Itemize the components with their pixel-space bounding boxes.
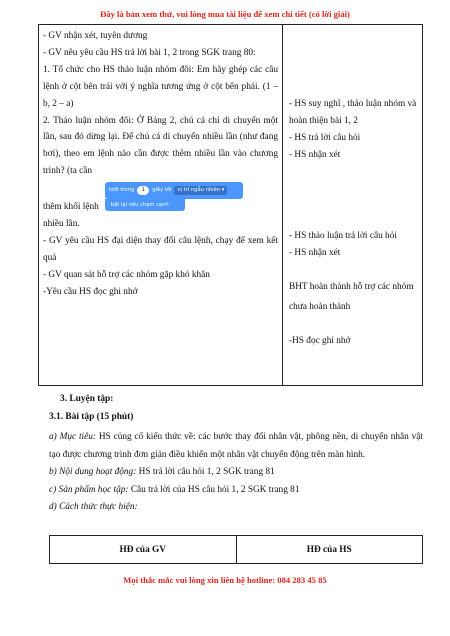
section-3-1-heading: 3.1. Bài tập (15 phút): [49, 412, 134, 422]
left-line: - GV quan sát hỗ trợ các nhóm gặp khó khăn: [43, 269, 210, 280]
objective-b-label: b) Nội dung hoạt động:: [49, 467, 137, 478]
student-activity-cell: [283, 25, 423, 386]
right-line: - HS trả lời câu hỏi: [289, 132, 361, 143]
right-line: - HS nhận xét: [289, 149, 341, 160]
left-line: - GV nhận xét, tuyên dương: [43, 31, 148, 41]
sb-part1: lướt trong: [108, 187, 135, 194]
objective-a-text: HS củng cố kiến thức về: các bước thay đổi nhân vật, phông nền, di chuyển nhân vật tạo được chương trình đơn giản điều khiển một nhân vật chuyển động trên màn hình.: [49, 432, 423, 460]
objective-d: [49, 499, 423, 517]
objective-a-label: a) Mục tiêu:: [49, 432, 96, 442]
left-line: 1. Tổ chức cho HS thảo luận nhóm đôi: Em hãy ghép các câu lệnh ở cột bên trái với ý nghĩa tương ứng ở cột bên phải. (1 – b, 2 – a): [43, 64, 278, 109]
hotline-footer: Mọi thắc mắc vui lòng xin liên hệ hotline: 084 283 45 85: [123, 575, 327, 585]
objective-b: [49, 464, 423, 482]
sb-dropdown: vị trí ngẫu nhiên ▾: [174, 186, 227, 195]
objective-c: [49, 482, 423, 500]
section-3-heading: 3. Luyện tập:: [60, 394, 114, 404]
sb-part2: giây tới: [152, 187, 172, 194]
objective-d-label: d) Cách thức thực hiện:: [49, 502, 138, 513]
objectives-block: [49, 429, 423, 517]
objective-b-text: HS trả lời câu hỏi 1, 2 SGK trang 81: [136, 467, 275, 478]
scratch-block-line: [43, 180, 278, 216]
right-line: - HS suy nghĩ , thảo luận nhóm và hoàn thiện bài 1, 2: [289, 99, 417, 126]
objective-c-text: Câu trả lời của HS câu hỏi 1, 2 SGK trang 81: [128, 484, 300, 495]
teacher-activity-cell: [39, 25, 283, 386]
scratch-bounce-block: bật lại nếu chạm cạnh: [105, 199, 185, 211]
scratch-block-image: [105, 182, 243, 212]
preview-banner: Đây là bản xem thử, vui lòng mua tài liệu để xem chi tiết (có lời giải): [100, 9, 350, 19]
left-line: 2. Thảo luận nhóm đôi: Ở Bảng 2, chú cá chỉ di chuyển một lần, sau đó dừng lại. Để chú cá di chuyển nhiều lần (như đang bơi), theo em lệnh nào cần được thêm nhiều lần vào chương trình? (ta cần: [43, 115, 278, 177]
right-line: - HS thảo luận trả lời câu hỏi: [289, 230, 397, 241]
hd-table: [49, 535, 423, 564]
left-line: -Yêu cầu HS đọc ghi nhớ: [43, 286, 138, 297]
objective-a: [49, 429, 423, 464]
left-line: - GV nêu yêu cầu HS trả lời bài 1, 2 trong SGK trang 80:: [43, 47, 256, 58]
activity-table: [38, 24, 423, 386]
sb-number: 1: [137, 186, 149, 195]
right-line: -HS đọc ghi nhớ: [289, 336, 351, 347]
right-line: BHT hoàn thành hỗ trợ các nhóm chưa hoàn thành: [289, 282, 414, 313]
left-line: - GV yêu cầu HS đại diện thay đổi câu lệnh, chạy để xem kết quả: [43, 236, 278, 263]
hd-hs-header: HĐ của HS: [236, 536, 423, 564]
right-line: - HS nhận xét: [289, 247, 341, 258]
left-line: nhiều lần.: [43, 219, 80, 230]
hd-gv-header: HĐ của GV: [50, 536, 237, 564]
objective-c-label: c) Sản phẩm học tập:: [49, 484, 129, 495]
scratch-glide-block: [105, 182, 243, 199]
block-prefix: thêm khối lệnh: [43, 202, 99, 213]
